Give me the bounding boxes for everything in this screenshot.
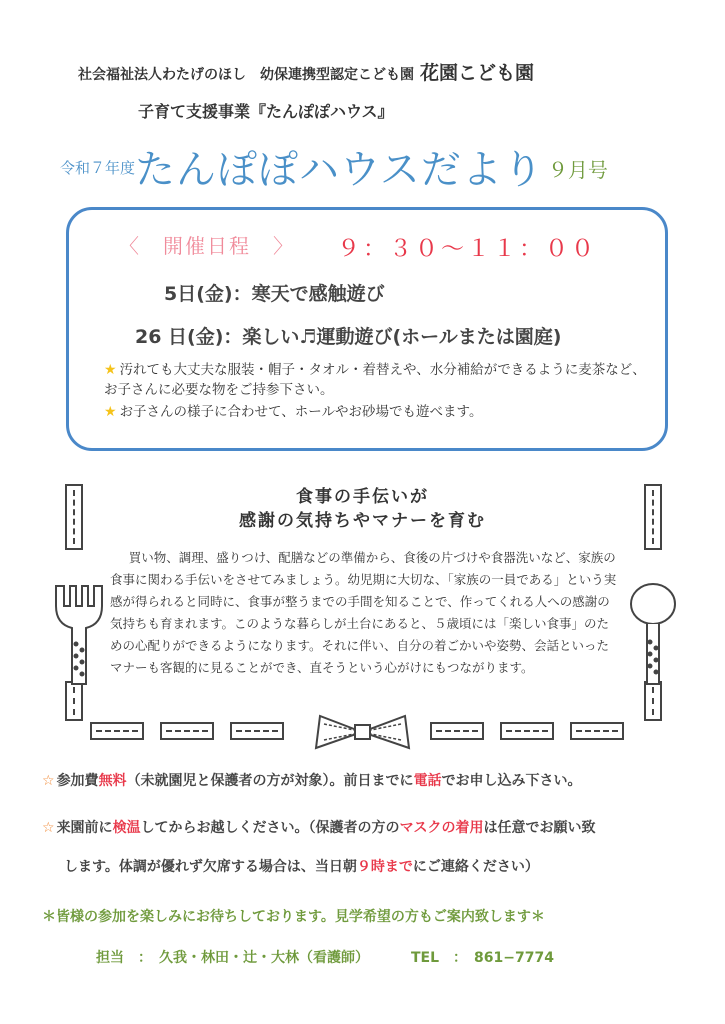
fiscal-year: 令和７年度 xyxy=(60,159,136,177)
fee-text: でお申し込み下さい。 xyxy=(441,773,582,789)
schedule-note xyxy=(104,360,659,400)
spoon-icon xyxy=(626,580,680,690)
fee-phone: 電話 xyxy=(413,773,442,789)
event-item: 5日(金)：寒天で感触遊び xyxy=(164,283,385,305)
star-outline-icon: ☆ xyxy=(42,773,55,789)
ribbon-band-icon xyxy=(160,722,214,740)
phone-number: TEL ： 861−7774 xyxy=(411,950,554,966)
fee-text: （未就園児と保護者の方が対象）。前日までに xyxy=(126,773,414,789)
title-row xyxy=(60,138,608,195)
newsletter-title: たんぽぽハウスだより xyxy=(135,147,544,193)
check-text: は任意でお願い致 xyxy=(483,820,596,836)
article-title-line: 感謝の気持ちやマナーを育む xyxy=(239,511,486,531)
schedule-note xyxy=(104,402,659,422)
absence-deadline: ９時まで xyxy=(356,859,413,875)
contact-line xyxy=(96,947,554,967)
project-name: 子育て支援事業『たんぽぽハウス』 xyxy=(138,102,394,121)
fee-info xyxy=(42,770,582,790)
bow-icon xyxy=(310,710,415,754)
check-mask: マスクの着用 xyxy=(399,820,484,836)
fork-icon xyxy=(50,580,108,690)
note-text: お子さんの様子に合わせて、ホールやお砂場でも遊べます。 xyxy=(119,404,483,420)
fee-free: 無料 xyxy=(98,773,127,789)
ribbon-band-icon xyxy=(500,722,554,740)
fee-text: 参加費 xyxy=(56,773,99,789)
absence-text: にご連絡ください） xyxy=(412,859,539,875)
organization-name: 花園こども園 xyxy=(420,62,535,84)
health-check-info xyxy=(42,817,596,837)
schedule-time: ９：３０～１１：００ xyxy=(337,236,597,262)
closing-message: ＊皆様の参加を楽しみにお待ちしております。見学希望の方もご案内致します＊ xyxy=(42,909,545,925)
staff-names: 担当 ： 久我・林田・辻・大林（看護師） xyxy=(96,950,369,966)
issue-number: ９月号 xyxy=(547,158,608,182)
article-title-line: 食事の手伝いが xyxy=(296,487,429,507)
schedule-label: 〈 開催日程 〉 xyxy=(119,234,295,258)
star-outline-icon: ☆ xyxy=(42,820,55,836)
star-icon: ★ xyxy=(104,404,117,420)
check-text: してからお越しください。（保護者の方の xyxy=(140,820,400,836)
ribbon-band-icon xyxy=(570,722,624,740)
ribbon-band-icon xyxy=(230,722,284,740)
ribbon-band-icon xyxy=(430,722,484,740)
schedule-box xyxy=(66,207,668,451)
article-body: 買い物、調理、盛りつけ、配膳などの準備から、食後の片づけや食器洗いなど、家族の食事に関わる手伝いをさせてみましょう。幼児期に大切な、「家族の一員である」という実感が得られると同時に、食事が整うまでの手間を知ることで、作ってくれる人への感謝の気持ちも育まれます。このような暮らしが土台にあると、５歳頃には「楽しい食事」のための心配りができるようになります。それに伴い、自分の着ごかいや姿勢、会話といったマナーも客観的に見ることができ、直そうという心がけにもつながります。 xyxy=(110,550,617,675)
star-icon: ★ xyxy=(104,362,117,378)
event-item: 26 日(金)：楽しい♬運動遊び(ホールまたは園庭) xyxy=(135,326,562,348)
organization-line xyxy=(78,58,534,85)
check-temperature: 検温 xyxy=(112,820,141,836)
check-text: 来園前に xyxy=(56,820,113,836)
ribbon-band-icon xyxy=(90,722,144,740)
article-title xyxy=(0,485,725,533)
absence-text: します。体調が優れず欠席する場合は、当日朝 xyxy=(64,859,357,875)
note-text: 汚れても大丈夫な服装・帽子・タオル・着替えや、水分補給ができるように麦茶など、お子さんに必要な物をご持参下さい。 xyxy=(104,362,646,398)
organization-prefix: 社会福祉法人わたげのほし 幼保連携型認定こども園 xyxy=(78,67,414,83)
absence-info xyxy=(64,856,539,876)
